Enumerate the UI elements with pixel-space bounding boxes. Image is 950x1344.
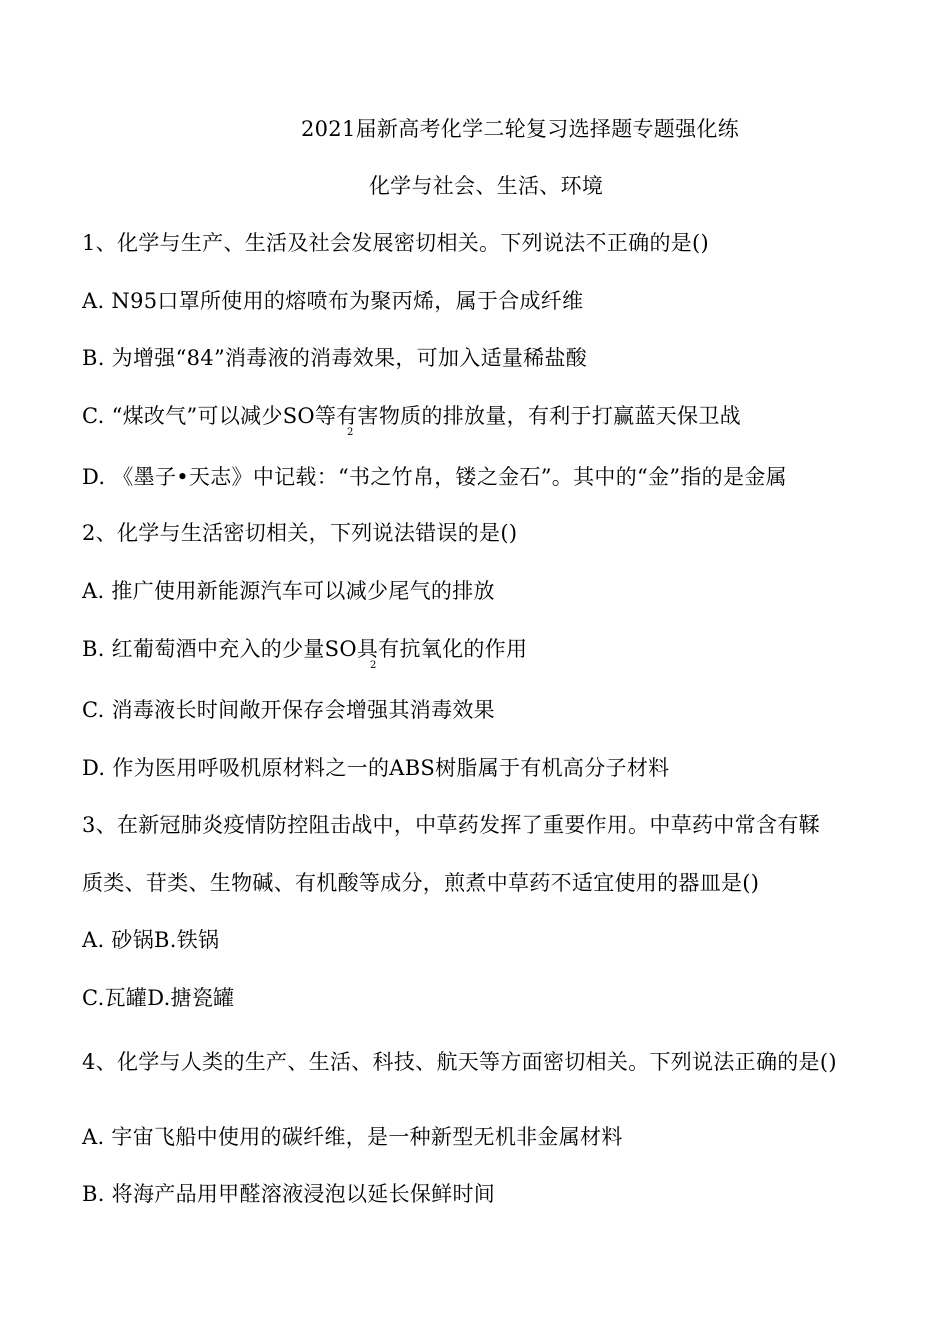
question-3-line-1: 3、在新冠肺炎疫情防控阻击战中，中草药发挥了重要作用。中草药中常含有鞣 — [82, 813, 820, 837]
q2-option-b: B. 红葡萄酒中充入的少量SO具有抗氧化的作用 — [82, 637, 528, 661]
q2-option-d: D. 作为医用呼吸机原材料之一的ABS树脂属于有机高分子材料 — [82, 756, 670, 780]
doc-title: 2021届新高考化学二轮复习选择题专题强化练 — [300, 117, 740, 141]
subscript-2: 2 — [347, 427, 354, 438]
q4-option-b: B. 将海产品用甲醛溶液浸泡以延长保鲜时间 — [82, 1182, 496, 1206]
q3-options-ab: A. 砂锅B.铁锅 — [82, 928, 220, 952]
q1-option-d: D. 《墨子•天志》中记载：“书之竹帛，镂之金石”。其中的“金”指的是金属 — [82, 465, 787, 489]
q2-option-a: A. 推广使用新能源汽车可以减少尾气的排放 — [82, 579, 495, 603]
q4-option-a: A. 宇宙飞船中使用的碳纤维，是一种新型无机非金属材料 — [82, 1125, 623, 1149]
question-2: 2、化学与生活密切相关，下列说法错误的是() — [82, 521, 518, 545]
subscript-2: 2 — [370, 660, 377, 671]
question-1: 1、化学与生产、生活及社会发展密切相关。下列说法不正确的是() — [82, 231, 710, 255]
question-3-line-2: 质类、苷类、生物碱、有机酸等成分，煎煮中草药不适宜使用的器皿是() — [82, 871, 760, 895]
doc-subtitle: 化学与社会、生活、环境 — [368, 174, 604, 198]
q3-options-cd: C.瓦罐D.搪瓷罐 — [82, 986, 235, 1010]
q1-option-a: A. N95口罩所使用的熔喷布为聚丙烯，属于合成纤维 — [82, 289, 584, 313]
q1-option-c: C. “煤改气”可以减少SO等有害物质的排放量，有利于打赢蓝天保卫战 — [82, 404, 741, 428]
q1-option-b: B. 为增强“84”消毒液的消毒效果，可加入适量稀盐酸 — [82, 346, 588, 370]
question-4: 4、化学与人类的生产、生活、科技、航天等方面密切相关。下列说法正确的是() — [82, 1050, 837, 1074]
q2-option-c: C. 消毒液长时间敞开保存会增强其消毒效果 — [82, 698, 495, 722]
